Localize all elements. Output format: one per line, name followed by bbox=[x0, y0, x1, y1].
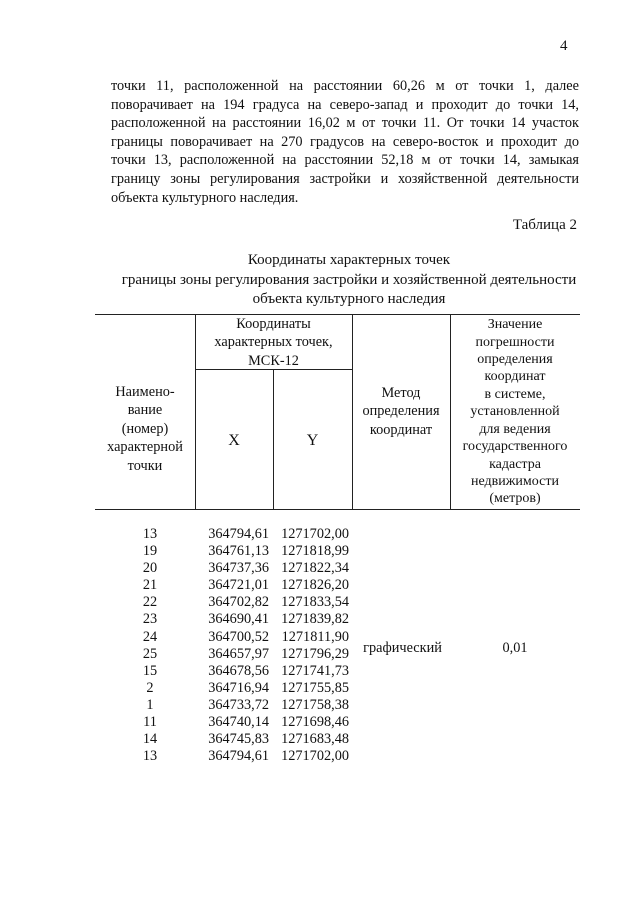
table-label: Таблица 2 bbox=[512, 217, 577, 233]
y-coordinate-cell: 1271755,85 bbox=[281, 679, 349, 696]
point-name-cell: 24 bbox=[142, 628, 158, 645]
point-name-cell: 1 bbox=[146, 696, 154, 713]
table-row bbox=[95, 697, 580, 714]
table-caption bbox=[60, 251, 638, 310]
x-coordinate-cell: 364690,41 bbox=[208, 611, 269, 628]
table-row bbox=[95, 560, 580, 577]
header-y-cell: Y bbox=[306, 432, 319, 450]
table-row bbox=[95, 611, 580, 628]
point-name-cell: 2 bbox=[146, 679, 154, 696]
header-name-cell: Наимено- вание (номер) характерной точки bbox=[107, 383, 183, 474]
table-row bbox=[95, 714, 580, 731]
body-paragraph: точки 11, расположенной на расстоянии 60,26 м от точки 1, далее поворачивает на 194 градуса на северо-запад и проходит до точки 14, расположенной на расстоянии 16,02 м от точки 11. От точки 14 участок границы поворачивает на 270 градусов на северо-восток и проходит до точки 13, расположенной на расстоянии 52,18 м от точки 14, замыкая границу зоны регулирования застройки и хозяйственной деятельности объекта культурного наследия. bbox=[111, 78, 579, 206]
point-name-cell: 13 bbox=[142, 526, 158, 542]
accuracy-value: 0,01 bbox=[502, 640, 528, 656]
x-coordinate-cell: 364740,14 bbox=[208, 714, 269, 731]
point-name-cell: 25 bbox=[142, 645, 158, 662]
method-value: графический bbox=[363, 640, 442, 656]
caption-line-3: объекта культурного наследия bbox=[252, 291, 446, 307]
y-coordinate-cell: 1271811,90 bbox=[281, 628, 349, 645]
y-coordinate-cell: 1271683,48 bbox=[281, 731, 349, 748]
table-header bbox=[95, 314, 580, 510]
y-coordinate-cell: 1271702,00 bbox=[281, 748, 349, 765]
x-coordinate-cell: 364794,61 bbox=[208, 526, 269, 542]
point-name-cell: 13 bbox=[142, 748, 158, 765]
x-coordinate-cell: 364716,94 bbox=[208, 679, 269, 696]
x-coordinate-cell: 364678,56 bbox=[208, 662, 269, 679]
y-coordinate-cell: 1271818,99 bbox=[281, 543, 349, 560]
y-coordinate-cell: 1271833,54 bbox=[281, 594, 349, 611]
header-x-cell: X bbox=[228, 432, 240, 450]
y-coordinate-cell: 1271839,82 bbox=[281, 611, 349, 628]
point-name-cell: 22 bbox=[142, 594, 158, 611]
point-name-cell: 19 bbox=[142, 543, 158, 560]
header-top-border bbox=[95, 314, 580, 315]
x-coordinate-cell: 364794,61 bbox=[208, 748, 269, 765]
y-coordinate-cell: 1271698,46 bbox=[281, 714, 349, 731]
x-coordinate-cell: 364700,52 bbox=[208, 628, 269, 645]
table-row bbox=[95, 680, 580, 697]
table-row bbox=[95, 748, 580, 765]
point-name-cell: 15 bbox=[142, 662, 158, 679]
x-coordinate-cell: 364761,13 bbox=[208, 543, 269, 560]
header-method-cell: Метод определения координат bbox=[362, 384, 440, 438]
page-number: 4 bbox=[560, 38, 568, 54]
point-name-cell: 20 bbox=[142, 560, 158, 577]
point-name-cell: 23 bbox=[142, 611, 158, 628]
x-coordinate-cell: 364721,01 bbox=[208, 577, 269, 594]
y-coordinate-cell: 1271822,34 bbox=[281, 560, 349, 577]
point-name-cell: 14 bbox=[142, 731, 158, 748]
point-name-cell: 11 bbox=[143, 714, 157, 731]
table-row bbox=[95, 526, 580, 543]
header-coords-cell: Координаты характерных точек, МСК-12 bbox=[214, 315, 333, 369]
y-coordinate-cell: 1271741,73 bbox=[281, 662, 349, 679]
table-row bbox=[95, 543, 580, 560]
header-accuracy-cell: Значение погрешности определения координат в системе, установленной для ведения государственного кадастра недвижимости (метров) bbox=[462, 317, 568, 507]
x-coordinate-cell: 364733,72 bbox=[208, 696, 269, 713]
header-bottom-border bbox=[95, 509, 580, 510]
point-name-cell: 21 bbox=[142, 577, 158, 594]
x-coordinate-cell: 364657,97 bbox=[208, 645, 269, 662]
y-coordinate-cell: 1271758,38 bbox=[281, 696, 349, 713]
table-row bbox=[95, 731, 580, 748]
table-row bbox=[95, 594, 580, 611]
table-row bbox=[95, 577, 580, 594]
y-coordinate-cell: 1271796,29 bbox=[281, 645, 349, 662]
caption-line-1: Координаты характерных точек bbox=[247, 252, 451, 268]
y-coordinate-cell: 1271826,20 bbox=[281, 577, 349, 594]
caption-line-2: границы зоны регулирования застройки и хозяйственной деятельности bbox=[121, 271, 577, 288]
x-coordinate-cell: 364737,36 bbox=[208, 560, 269, 577]
table-row bbox=[95, 663, 580, 680]
x-coordinate-cell: 364702,82 bbox=[208, 594, 269, 611]
x-coordinate-cell: 364745,83 bbox=[208, 731, 269, 748]
y-coordinate-cell: 1271702,00 bbox=[281, 526, 349, 542]
